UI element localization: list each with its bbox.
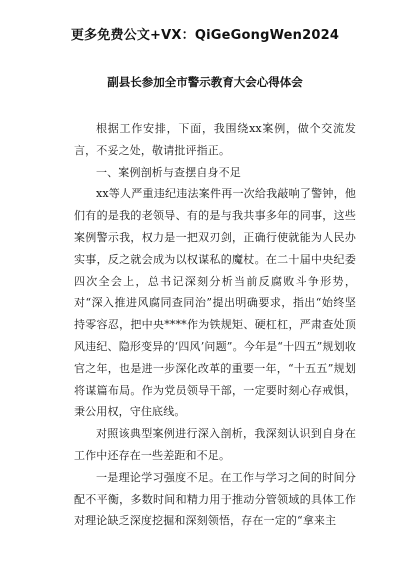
document-body: [74, 118, 356, 532]
paragraph-point-one: 一是理论学习强度不足。在工作与学习之间的时间分配不平衡，多数时间和精力用于推动分管领域的具体工作对理论缺乏深度挖掘和深刻领悟，存在一定的“拿来主: [74, 470, 356, 528]
paragraph-case-analysis: xx等人严重违纪违法案件再一次给我敲响了警钟，他们有的是我的老领导、有的是与我共事多年的同事，这些案例警示我，权力是一把双刃剑，正确行使就能为人民办实事，反之就会成为以权谋私的魔杖。在二十届中央纪委四次全会上，总书记深刻分析当前反腐败斗争形势，对“深入推进风腐同查同治”提出明确要求，指出“始终坚持零容忍，把中央****作为铁规矩、硬杠杠，严肃查处顶风违纪、隐形变异的‘四风’问题”。今年是“十四五”规划收官之年，也是进一步深化改革的重要一年，“十五五”规划将谋篇布局。作为党员领导干部，一定要时刻心存戒惧，秉公用权，守住底线。: [74, 187, 356, 419]
document-title: 副县长参加全市警示教育大会心得体会: [107, 75, 303, 89]
watermark-banner: 更多免费公文+VX：QiGeGongWen2024: [70, 28, 340, 43]
section-heading: 一、案例剖析与查摆自身不足: [96, 165, 241, 179]
paragraph-intro: 根据工作安排，下面，我围绕xx案例，做个交流发言，不妥之处，敬请批评指正。: [74, 122, 356, 157]
paragraph-self-review: 对照该典型案例进行深入剖析，我深刻认识到自身在工作中还存在一些差距和不足。: [74, 427, 356, 462]
